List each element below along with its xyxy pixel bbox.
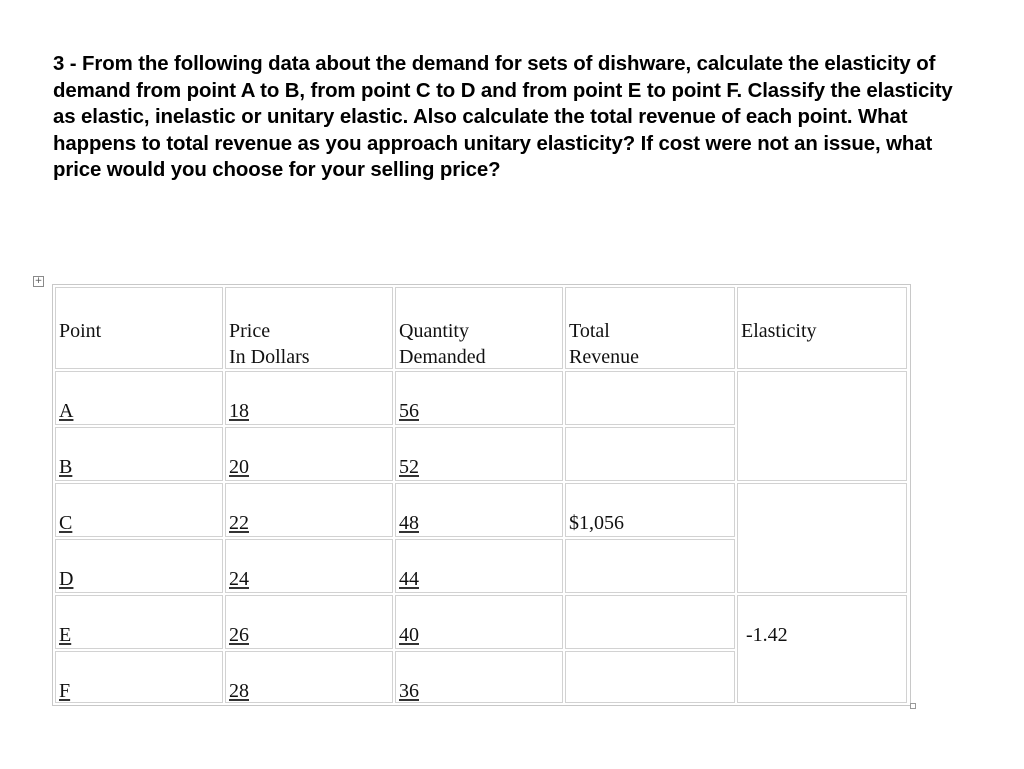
cell-revenue-d[interactable] — [565, 539, 735, 593]
cell-price-f[interactable]: 28 — [225, 651, 393, 703]
cell-elasticity-cd[interactable] — [737, 483, 907, 593]
cell-elasticity-ef[interactable]: -1.42 — [737, 595, 907, 703]
cell-elasticity-ab[interactable] — [737, 371, 907, 481]
cell-point-a[interactable]: A — [55, 371, 223, 425]
header-price[interactable]: Price In Dollars — [225, 287, 393, 369]
header-quantity[interactable]: Quantity Demanded — [395, 287, 563, 369]
cell-revenue-e[interactable] — [565, 595, 735, 649]
cell-price-d[interactable]: 24 — [225, 539, 393, 593]
cell-revenue-a[interactable] — [565, 371, 735, 425]
cell-point-b[interactable]: B — [55, 427, 223, 481]
table-move-handle-icon[interactable]: + — [34, 276, 43, 286]
cell-revenue-b[interactable] — [565, 427, 735, 481]
cell-quantity-c[interactable]: 48 — [395, 483, 563, 537]
cell-point-d[interactable]: D — [55, 539, 223, 593]
cell-price-c[interactable]: 22 — [225, 483, 393, 537]
cell-revenue-c[interactable]: $1,056 — [565, 483, 735, 537]
header-total-revenue[interactable]: Total Revenue — [565, 287, 735, 369]
cell-point-c[interactable]: C — [55, 483, 223, 537]
cell-price-a[interactable]: 18 — [225, 371, 393, 425]
cell-quantity-a[interactable]: 56 — [395, 371, 563, 425]
cell-point-e[interactable]: E — [55, 595, 223, 649]
cell-quantity-e[interactable]: 40 — [395, 595, 563, 649]
cell-quantity-d[interactable]: 44 — [395, 539, 563, 593]
demand-table — [52, 284, 911, 706]
cell-price-e[interactable]: 26 — [225, 595, 393, 649]
cell-price-b[interactable]: 20 — [225, 427, 393, 481]
question-text: 3 - From the following data about the demand for sets of dishware, calculate the elasticity of demand from point A to B, from point C to D and from point E to point F. Classify the elasticity as elastic, inelastic or unitary elastic. Also calculate the total revenue of each point. What happens to total revenue as you approach unitary elasticity? If cost were not an issue, what price would you choose for your selling price? — [53, 53, 953, 181]
table-resize-handle[interactable] — [910, 703, 916, 709]
cell-quantity-b[interactable]: 52 — [395, 427, 563, 481]
header-elasticity[interactable]: Elasticity — [737, 287, 907, 369]
cell-revenue-f[interactable] — [565, 651, 735, 703]
cell-point-f[interactable]: F — [55, 651, 223, 703]
cell-quantity-f[interactable]: 36 — [395, 651, 563, 703]
header-point[interactable]: Point — [55, 287, 223, 369]
